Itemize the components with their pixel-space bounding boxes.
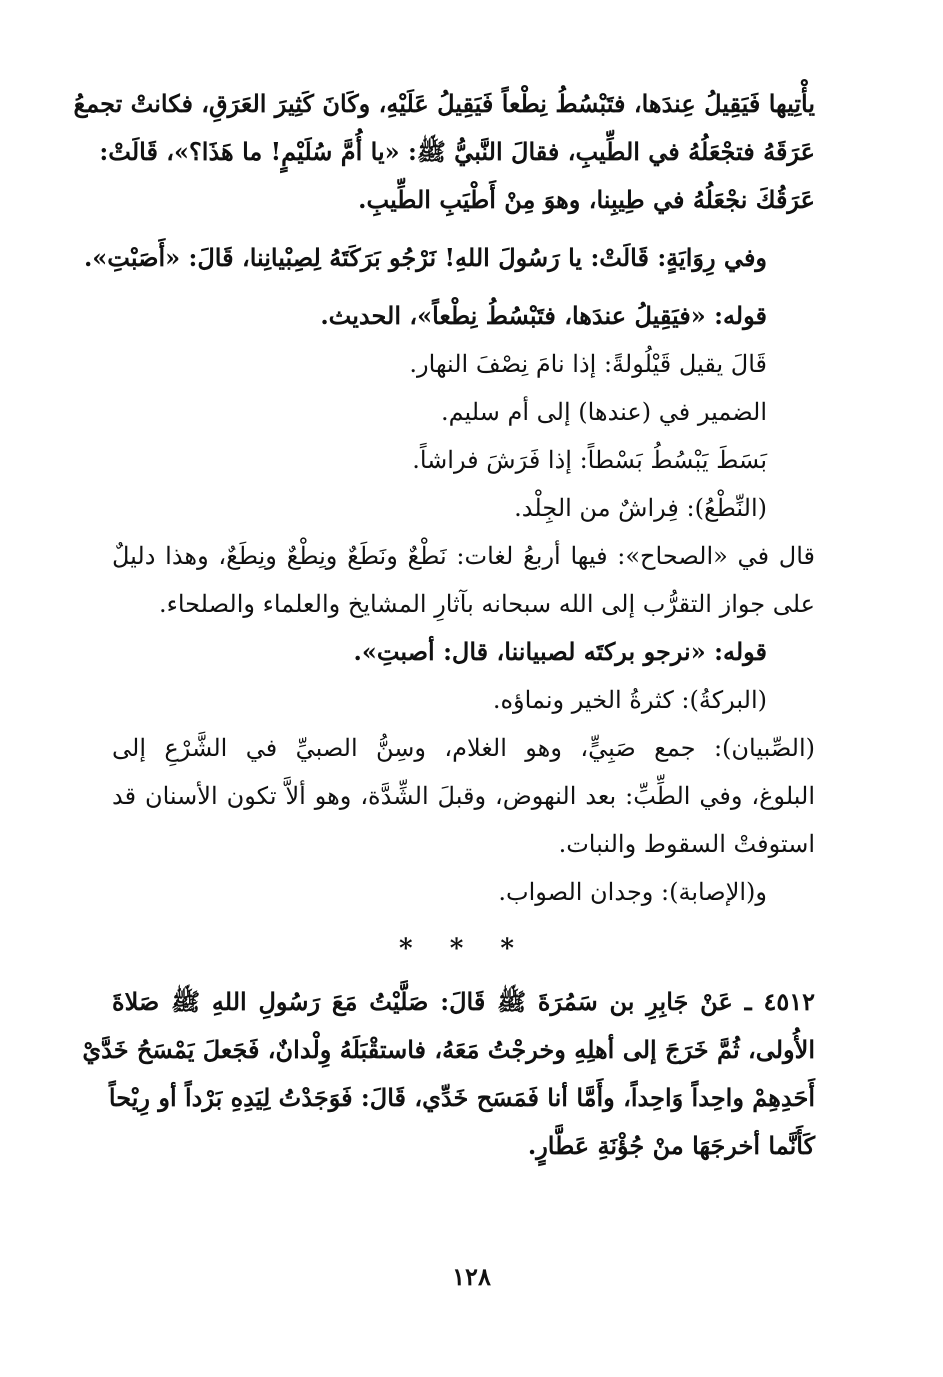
definition-line: (البركةُ): كثرةُ الخير ونماؤه.	[492, 686, 767, 714]
qawluh-line	[112, 292, 815, 340]
definition-line: الضمير في (عندها) إلى أم سليم.	[440, 398, 767, 426]
definition-line: (النِّطْعُ): فِراشٌ من الجِلْد.	[514, 494, 767, 522]
hadith-4512	[82, 978, 815, 1170]
definition-line: بَسَطَ يَبْسُطُ بَسْطاً: إذا فَرَشَ فراشاً.	[412, 446, 767, 474]
hadith-line: ٤٥١٢ ـ عَنْ جَابِرِ بن سَمُرَةَ ﷺ قَالَ: صَلَّيْتُ مَعَ رَسُولِ اللهِ ﷺ صَلاةَ	[112, 987, 815, 1016]
hadith-line: كَأَنَّما أخرجَهَا منْ جُؤْنَةِ عَطَّارٍ.	[527, 1131, 815, 1160]
riwaya-line: وفي رِوَايَةٍ: قَالَتْ: يا رَسُولَ اللهِ! نَرْجُو بَرَكَتَهُ لِصِبْيانِنا، قَالَ: «أَصَبْتِ».	[83, 243, 767, 272]
sibyan-line: استوفتْ السقوط والنبات.	[558, 830, 815, 858]
sibyan-line: البلوغ، وفي الطِّبِّ: بعد النهوض، وقبلَ الشِّدَّة، وهو ألاَّ تكون الأسنان قد	[112, 782, 815, 810]
definition-line: قَالَ يقيل قَيْلُولةً: إذا نامَ نِصْفَ النهار.	[409, 350, 767, 378]
sibyan-line: (الصِّبيان): جمع صَبِيٍّ، وهو الغلام، وسِنُّ الصبيِّ في الشَّرْعِ إلى	[112, 734, 815, 762]
hadith-line: أَحَدِهِمْ واحِداً وَاحِداً، وأَمَّا أنا فَمَسَح خَدِّي، قَالَ: فَوَجَدْتُ لِيَدِهِ بَرْداً أو رِيْحاً	[108, 1083, 815, 1112]
narration-line: يأْتِيها فَيَقِيلُ عِندَها، فتَبْسُطُ نِطْعاً فَيَقِيلُ عَلَيْهِ، وكَانَ كَثِيرَ العَرَقِ، فكانتْ تجمعُ	[73, 89, 815, 118]
qawluh-text: قوله: «فيَقِيلُ عندَها، فتَبْسُطُ نِطْعاً»، الحديث.	[320, 301, 767, 330]
definition-line: و(الإصابة): وجدان الصواب.	[498, 878, 767, 906]
section-separator: * * *	[399, 934, 528, 964]
hadith-line: الأُولى، ثُمَّ خَرَجَ إلى أهلِهِ وخرجْتُ مَعَهُ، فاستقْبَلَهُ وِلْدانٌ، فَجَعلَ يَمْسَحُ خَدَّيْ	[82, 1035, 815, 1064]
narration-line: عَرَقَهُ فتجْعَلُهُ في الطِّيبِ، فقالَ النَّبيُّ ﷺ: «يا أُمَّ سُلَيْمٍ! ما هَذَا؟»، قَالَتْ:	[99, 137, 815, 166]
narration-line: عَرَقُكَ نجْعَلُهُ في طِيبِنا، وهوَ مِنْ أَطْيَبِ الطِّيبِ.	[358, 185, 815, 214]
page-number: ١٢٨	[452, 1262, 491, 1291]
hadith-continuation	[73, 80, 815, 224]
qawluh-line: قوله: «نرجو بركتَه لصبياننا، قال: أصبتِ».	[353, 637, 767, 666]
sihah-line: قال في «الصحاح»: فيها أربعُ لغات: نَطْعٌ ونَطَعٌ ونِطْعٌ ونِطَعٌ، وهذا دليلٌ	[112, 542, 815, 570]
commentary-section	[112, 292, 815, 916]
sihah-line: على جواز التقرُّب إلى الله سبحانه بآثارِ المشايخ والعلماء والصلحاء.	[158, 590, 815, 618]
